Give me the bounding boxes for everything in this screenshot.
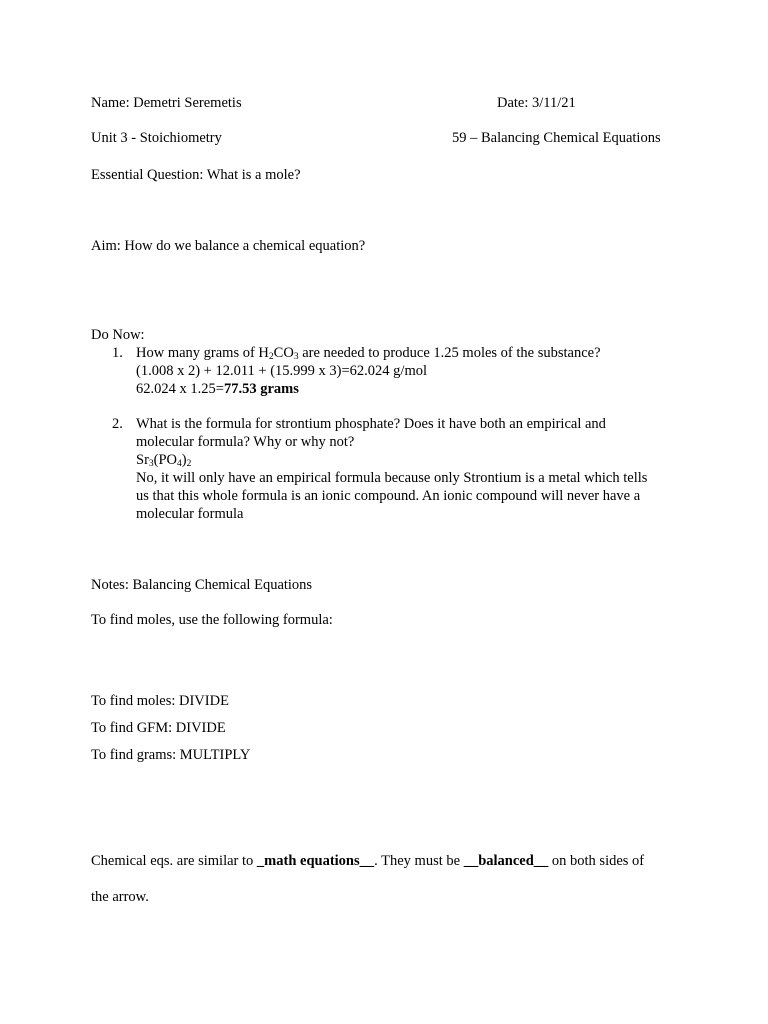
lesson-title: 59 – Balancing Chemical Equations [452,130,661,146]
aim: Aim: How do we balance a chemical equation? [91,238,366,254]
question-2-answer-line-2: us that this whole formula is an ionic compound. An ionic compound will never have a [136,488,641,504]
essential-question: Essential Question: What is a mole? [91,167,301,183]
question-1-number: 1. [112,345,123,361]
question-2-number: 2. [112,416,123,432]
question-2-answer-line-1: No, it will only have an empirical formula because only Strontium is a metal which tells [136,470,648,486]
question-1-answer: 62.024 x 1.25=77.53 grams [136,381,299,397]
notes-find-grams: To find grams: MULTIPLY [91,747,251,763]
notes-formula-intro: To find moles, use the following formula: [91,612,333,628]
notes-find-moles: To find moles: DIVIDE [91,693,229,709]
question-1-text: How many grams of $H_2CO_3$ are needed to produce 1.25 moles of the substance? [136,345,601,362]
question-2-formula: $Sr_3(PO_4)_2$ [136,452,192,469]
closing-line-1: Chemical eqs. are similar to _math equations__. They must be __balanced__ on both sides of [91,853,645,869]
do-now-heading: Do Now: [91,327,145,343]
question-2-line-1: What is the formula for strontium phosphate? Does it have both an empirical and [136,416,606,432]
question-1-calculation: (1.008 x 2) + 12.011 + (15.999 x 3)=62.024 g/mol [136,363,428,379]
closing-line-2: the arrow. [91,889,149,905]
unit-title: Unit 3 - Stoichiometry [91,130,222,146]
student-name: Name: Demetri Seremetis [91,95,242,111]
notes-find-gfm: To find GFM: DIVIDE [91,720,226,736]
question-2-answer-line-3: molecular formula [136,506,244,522]
notes-heading: Notes: Balancing Chemical Equations [91,577,313,593]
question-2-line-2: molecular formula? Why or why not? [136,434,355,450]
date: Date: 3/11/21 [497,95,576,111]
